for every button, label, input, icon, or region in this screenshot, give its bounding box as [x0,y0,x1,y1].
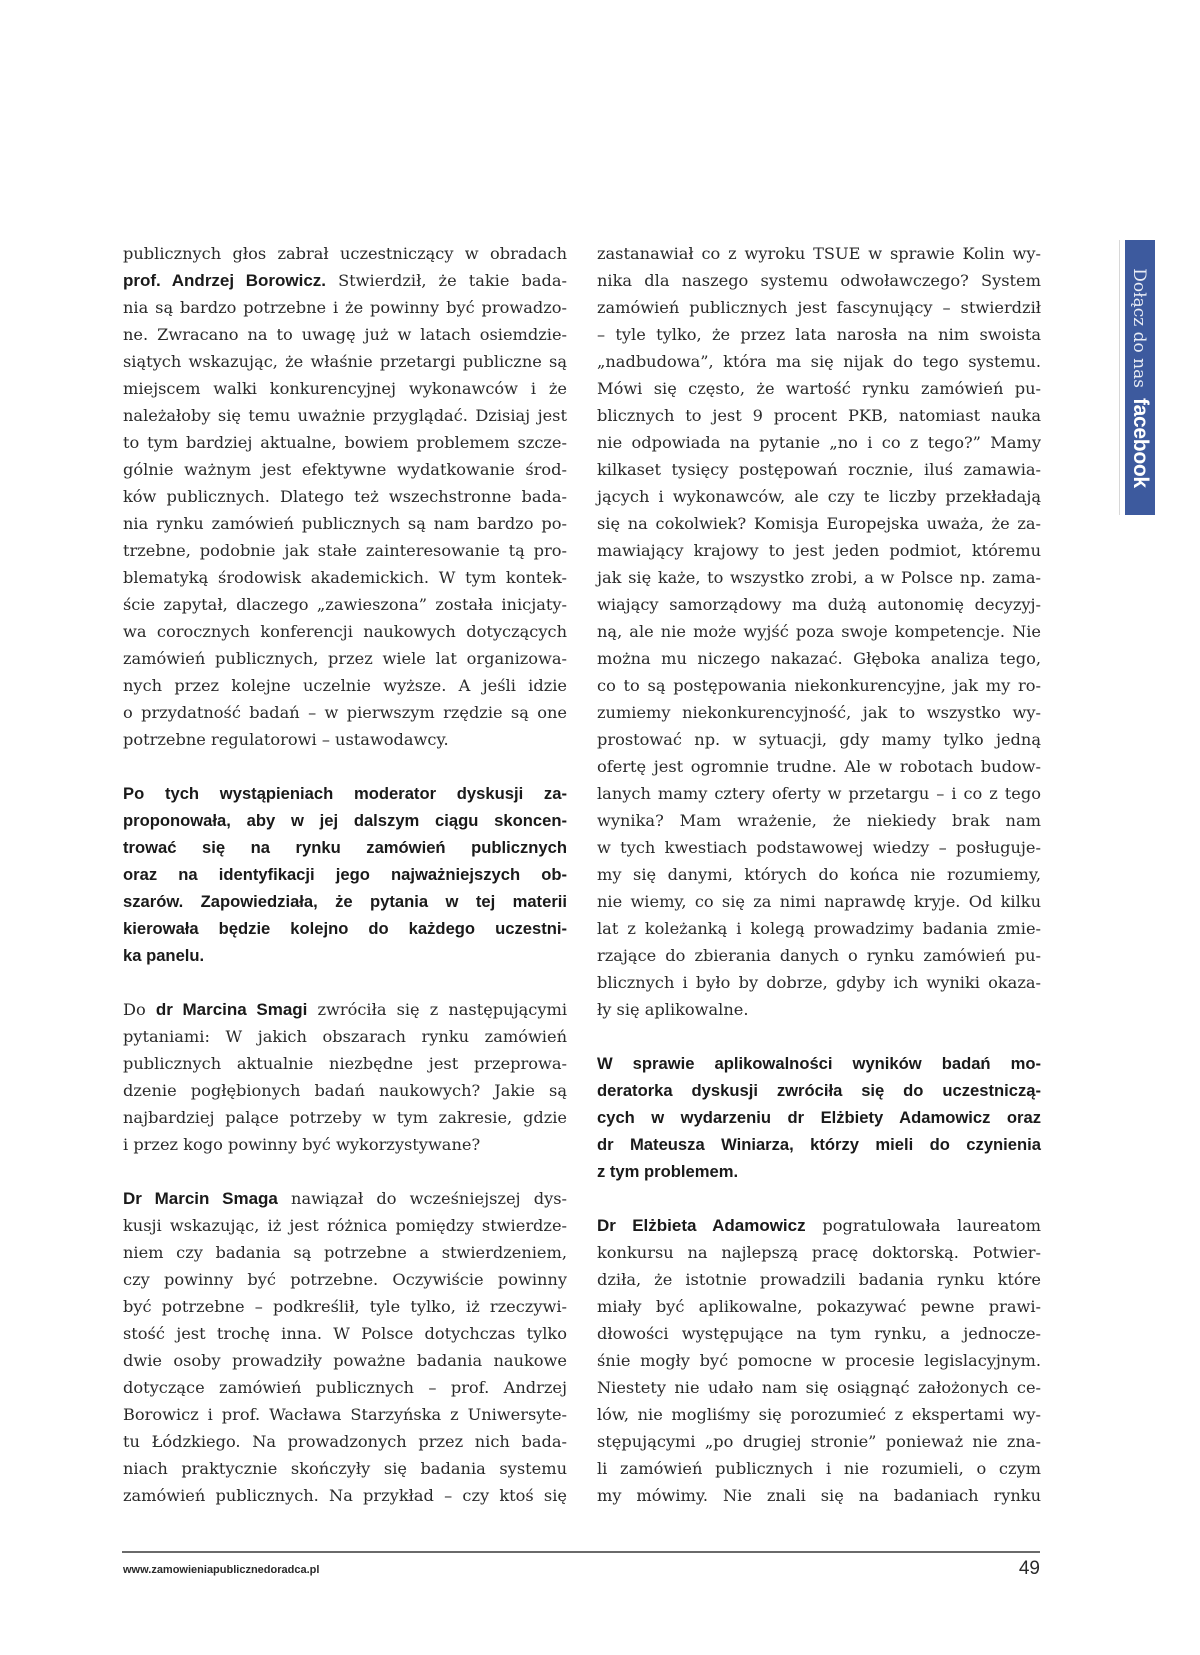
paragraph-borowicz [123,240,567,753]
facebook-tab-content [1128,268,1152,488]
text-line: czy powinny być potrzebne. Oczywiście powinny [123,1270,567,1289]
text-fragment: pogratulowała laureatom [805,1216,1042,1235]
text-line: kilkaset tysięcy postępowań rocznie, iluś zamawia- [597,460,1041,479]
text-line: dr Mateusza Winiarza, którzy mieli do czynienia [597,1135,1041,1154]
text-line: ły się aplikowalne. [597,1000,749,1019]
text-line: mawiający krajowy to jest jeden podmiot, któremu [597,541,1041,560]
text-line: potrzebne regulatorowi – ustawodawcy. [123,730,449,749]
sidebar-divider [1119,240,1120,515]
footer-divider [122,1551,1040,1553]
paragraph-adamowicz [597,1212,1041,1509]
text-line: nie wiemy, co się za nimi naprawdę kryje. Od kilku [597,892,1041,911]
text-line: gólnie ważnym jest efektywne wydatkowanie środ- [123,460,567,479]
text-line: zamówień publicznych jest fascynujący – stwierdził [597,298,1041,317]
text-line: nika dla naszego systemu odwoławczego? System [597,271,1041,290]
text-line: z tym problemem. [597,1162,739,1181]
left-column [123,240,567,1536]
text-line: być potrzebne – podkreślił, tyle tylko, iż rzeczywi- [123,1297,567,1316]
text-line: szarów. Zapowiedziała, że pytania w tej materii [123,892,567,911]
text-line: wiający samorządowy ma dużą autonomię decyzyj- [597,595,1041,614]
page-number: 49 [1018,1558,1040,1579]
text-line: wa corocznych konferencji naukowych dotyczących [123,622,567,641]
moderator-lead-paragraph-2 [597,1050,1041,1185]
text-line: publicznych aktualnie niezbędne jest przeprowa- [123,1054,567,1073]
text-line: cych w wydarzeniu dr Elżbiety Adamowicz oraz [597,1108,1041,1127]
text-line: dziła, że istotnie prowadzili badania rynku które [597,1270,1041,1289]
text-line: lanych mamy cztery oferty w przetargu – i co z tego [597,784,1041,803]
text-line: Borowicz i prof. Wacława Starzyńska z Uniwersyte- [123,1405,567,1424]
text-line: i przez kogo powinny być wykorzystywane? [123,1135,481,1154]
text-line: konkursu na najlepszą pracę doktorską. Potwier- [597,1243,1041,1262]
text-line: ków publicznych. Dlatego też wszechstronne bada- [123,487,567,506]
text-line: nie odpowiada na pytanie „no i co z tego?” Mamy [597,433,1041,452]
text-line: my mówimy. Nie znali się na badaniach rynku [597,1486,1041,1505]
text-line: rzające do zbierania danych o rynku zamówień pu- [597,946,1041,965]
text-line: miejscem walki konkurencyjnej wykonawców i że [123,379,567,398]
text-line [123,996,567,1023]
text-line [123,1185,567,1212]
text-line: blicznych i było by dobrze, gdyby ich wyniki okaza- [597,973,1041,992]
text-line: lów, nie mogliśmy się porozumieć z ekspertami wy- [597,1405,1041,1424]
text-line: blicznych to jest 9 procent PKB, natomiast nauka [597,406,1041,425]
text-line: niach praktycznie skończyły się badania systemu [123,1459,567,1478]
right-column [597,240,1041,1536]
text-line: zamówień publicznych. Na przykład – czy ktoś się [123,1486,567,1505]
text-line: Niestety nie udało nam się osiągnąć założonych ce- [597,1378,1041,1397]
text-line: Mówi się często, że wartość rynku zamówień pu- [597,379,1041,398]
text-line [597,1212,1041,1239]
facebook-logo-icon: facebook [1129,397,1152,488]
text-line: proponowała, aby w jej dalszym ciągu skoncen- [123,811,567,830]
join-us-label: Dołącz do nas [1129,267,1149,388]
text-line: „nadbudowa”, która ma się nijak do tego systemu. [597,352,1041,371]
text-line: w tych kwestiach podstawowej wiedzy – posługuje- [597,838,1041,857]
text-line: kusji wskazując, iż jest różnica pomiędzy stwierdze- [123,1216,567,1235]
text-line: oraz na identyfikacji jego najważniejszych ob- [123,865,567,884]
text-fragment: Do [123,1000,156,1019]
text-line: ne. Zwracano na to uwagę już w latach osiemdzie- [123,325,567,344]
speaker-name: prof. Andrzej Borowicz. [123,271,327,290]
text-line: nia rynku zamówień publicznych są nam bardzo po- [123,514,567,533]
text-line: miały być aplikowalne, pokazywać pewne prawi- [597,1297,1041,1316]
text-line: pytaniami: W jakich obszarach rynku zamówień [123,1027,567,1046]
text-line: zastanawiał co z wyroku TSUE w sprawie Kolin wy- [597,244,1041,263]
text-line: my się danymi, których do końca nie rozumiemy, [597,865,1041,884]
paragraph-smaga-answer [123,1185,567,1509]
text-line: zumiemy niekonkurencyjność, jak to wszystko wy- [597,703,1041,722]
text-line: ną, ale nie może wyjść poza swoje kompetencje. Nie [597,622,1041,641]
text-line: zamówień publicznych, przez wiele lat organizowa- [123,649,567,668]
text-line: jak się każe, to wszystko zrobi, a w Polsce np. zama- [597,568,1041,587]
text-line: prostować np. w sytuacji, gdy mamy tylko jedną [597,730,1041,749]
speaker-name: Dr Elżbieta Adamowicz [597,1216,806,1235]
text-line: trować się na rynku zamówień publicznych [123,838,567,857]
text-line: nych przez kolejne uczelnie wyższe. A jeśli idzie [123,676,567,695]
footer-website-link[interactable]: www.zamowieniapublicznedoradca.pl [123,1564,320,1576]
text-line: ka panelu. [123,946,205,965]
speaker-name: dr Marcina Smagi [155,1000,308,1019]
paragraph-questions-smaga [123,996,567,1158]
text-line: trzebne, podobnie jak stałe zainteresowanie tą pro- [123,541,567,560]
text-line: najbardziej palące potrzeby w tym zakresie, gdzie [123,1108,567,1127]
text-line: to tym bardziej aktualne, bowiem problemem szcze- [123,433,567,452]
text-line: – tyle tylko, że przez lata narosła na nim swoista [597,325,1041,344]
text-line [123,267,567,294]
text-line: W sprawie aplikowalności wyników badań mo- [597,1054,1041,1073]
text-line: się na cokolwiek? Komisja Europejska uważa, że za- [597,514,1041,533]
text-line: deratorka dyskusji zwróciła się do uczestniczą- [597,1081,1041,1100]
text-line: jących i wykonawców, ale czy te liczby przekładają [597,487,1041,506]
text-line: stępującymi „po drugiej stronie” ponieważ nie zna- [597,1432,1041,1451]
text-line: publicznych głos zabrał uczestniczący w obradach [123,244,567,263]
text-line: nia są bardzo potrzebne i że powinny być prowadzo- [123,298,567,317]
text-line: dwie osoby prowadziły poważne badania naukowe [123,1351,567,1370]
text-line: Po tych wystąpieniach moderator dyskusji za- [123,784,567,803]
text-line: tu Łódzkiego. Na prowadzonych przez nich bada- [123,1432,567,1451]
moderator-lead-paragraph [123,780,567,969]
text-line: li zamówień publicznych i nie rozumieli, o czym [597,1459,1041,1478]
text-line: dzenie pogłębionych badań naukowych? Jakie są [123,1081,567,1100]
text-fragment: Stwierdził, że takie bada- [326,271,567,290]
text-fragment: nawiązał do wcześniejszej dys- [277,1189,567,1208]
text-line: ofertę jest ogromnie trudne. Ale w robotach budow- [597,757,1041,776]
text-line: stość jest trochę inna. W Polsce dotychczas tylko [123,1324,567,1343]
text-line: dłowości występujące na tym rynku, a jednocze- [597,1324,1041,1343]
text-line: ście zapytał, dlaczego „zawieszona” została inicjaty- [123,595,567,614]
text-line: dotyczące zamówień publicznych – prof. Andrzej [123,1378,567,1397]
text-line: lat z koleżanką i kolegą prowadzimy badania zmie- [597,919,1041,938]
text-line: o przydatność badań – w pierwszym rzędzie są one [123,703,567,722]
speaker-name: Dr Marcin Smaga [123,1189,278,1208]
text-line: można mu niczego nakazać. Głęboka analiza tego, [597,649,1041,668]
text-line: wynika? Mam wrażenie, że niekiedy brak nam [597,811,1041,830]
paragraph-smaga-continued [597,240,1041,1023]
text-line: należałoby się temu uważnie przyglądać. Dzisiaj jest [123,406,567,425]
facebook-join-tab[interactable] [1125,240,1155,515]
text-line: blematyką środowisk akademickich. W tym kontek- [123,568,567,587]
text-line: co to są postępowania niekonkurencyjne, jak my ro- [597,676,1041,695]
text-line: kierowała będzie kolejno do każdego uczestni- [123,919,567,938]
text-line: siątych wskazując, że właśnie przetargi publiczne są [123,352,567,371]
text-line: niem czy badania są potrzebne a stwierdzeniem, [123,1243,567,1262]
text-fragment: zwróciła się z następującymi [307,1000,567,1019]
text-line: śnie mogły być pomocne w procesie legislacyjnym. [597,1351,1041,1370]
